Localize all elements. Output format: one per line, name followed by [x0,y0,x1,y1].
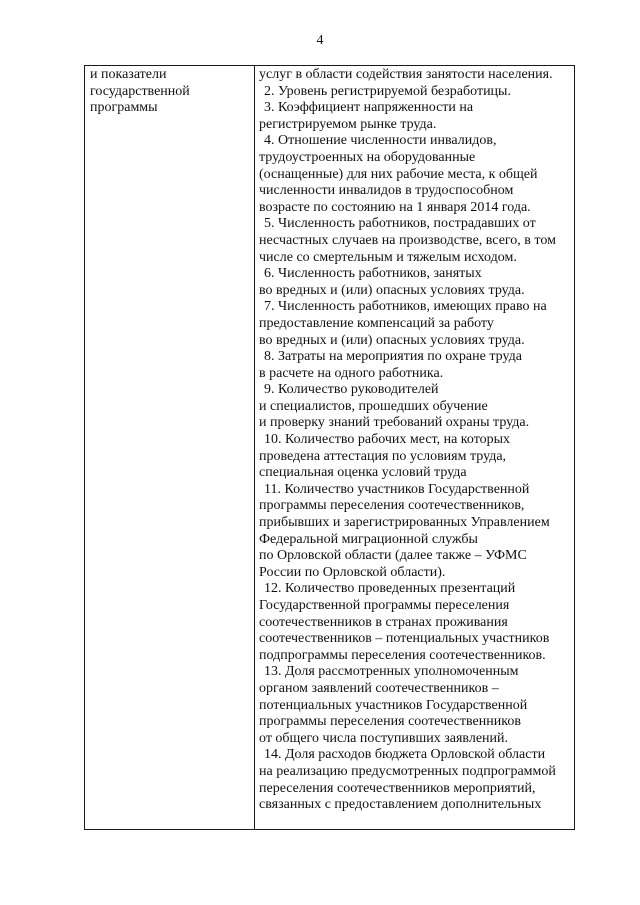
indicator-line: соотечественников – потенциальных участников [259,631,550,647]
indicator-line: предоставление компенсаций за работу [259,315,494,331]
indicator-line: 11. Количество участников Государственной [264,481,530,497]
indicator-line: 10. Количество рабочих мест, на которых [264,432,511,448]
indicator-line: и специалистов, прошедших обучение [259,398,488,414]
indicator-line: числе со смертельным и тяжелым исходом. [259,249,517,265]
indicator-line: регистрируемом рынке труда. [259,116,437,132]
indicator-line: численности инвалидов в трудоспособном [259,183,514,199]
indicator-line: в расчете на одного работника. [259,365,444,381]
indicator-line: связанных с предоставлением дополнительных [259,797,542,813]
indicator-line: органом заявлений соотечественников – [259,680,499,696]
indicator-line: 3. Коэффициент напряженности на [264,100,474,116]
indicator-line: прибывших и зарегистрированных Управлением [259,515,550,531]
table-row [85,66,575,830]
indicator-line: 9. Количество руководителей [264,382,439,398]
indicator-line: трудоустроенных на оборудованные [259,149,476,165]
indicator-line: (оснащенные) для них рабочие места, к общей [259,166,538,182]
indicator-line: по Орловской области (далее также – УФМС [259,548,527,564]
indicators-cell [255,66,575,830]
indicator-line: 4. Отношение численности инвалидов, [264,133,497,149]
indicator-line: 5. Численность работников, пострадавших от [264,216,536,232]
indicator-line: 6. Численность работников, занятых [264,266,482,282]
indicator-line: проведена аттестация по условиям труда, [259,448,507,464]
label-line: и показатели [90,67,167,82]
label-line: государственной [90,83,190,99]
indicator-line: потенциальных участников Государственной [259,697,528,713]
indicator-line: от общего числа поступивших заявлений. [259,730,509,746]
indicator-line: 12. Количество проведенных презентаций [264,581,516,597]
indicator-line: несчастных случаев на производстве, всего, в том [259,232,556,248]
label-cell [85,66,255,830]
indicator-line: во вредных и (или) опасных условиях труда. [259,282,525,298]
indicator-line: переселения соотечественников мероприятий, [259,780,536,796]
indicator-line: и проверку знаний требований охраны труда. [259,415,530,431]
indicator-line: 13. Доля рассмотренных уполномоченным [264,664,519,680]
indicator-line: 14. Доля расходов бюджета Орловской области [264,747,546,763]
indicator-line: программы переселения соотечественников [259,714,521,730]
label-line: программы [90,100,158,116]
page-number: 4 [316,33,324,48]
indicator-line: 2. Уровень регистрируемой безработицы. [264,83,511,99]
indicator-line: подпрограммы переселения соотечественников. [259,647,546,663]
indicator-line: Государственной программы переселения [259,598,510,613]
indicator-line: услуг в области содействия занятости населения. [259,67,553,82]
indicator-line: России по Орловской области). [259,564,446,580]
program-indicators-table [84,65,575,830]
indicator-line: возрасте по состоянию на 1 января 2014 года. [259,199,531,215]
indicator-line: на реализацию предусмотренных подпрограммой [259,763,556,779]
indicator-line: соотечественников в странах проживания [259,614,508,630]
indicator-line: Федеральной миграционной службы [259,531,478,547]
indicator-line: 8. Затраты на мероприятия по охране труда [264,349,522,365]
indicator-line: 7. Численность работников, имеющих право на [264,299,547,315]
indicator-line: во вредных и (или) опасных условиях труда. [259,332,525,348]
indicator-line: специальная оценка условий труда [259,465,467,481]
indicator-line: программы переселения соотечественников, [259,498,525,514]
